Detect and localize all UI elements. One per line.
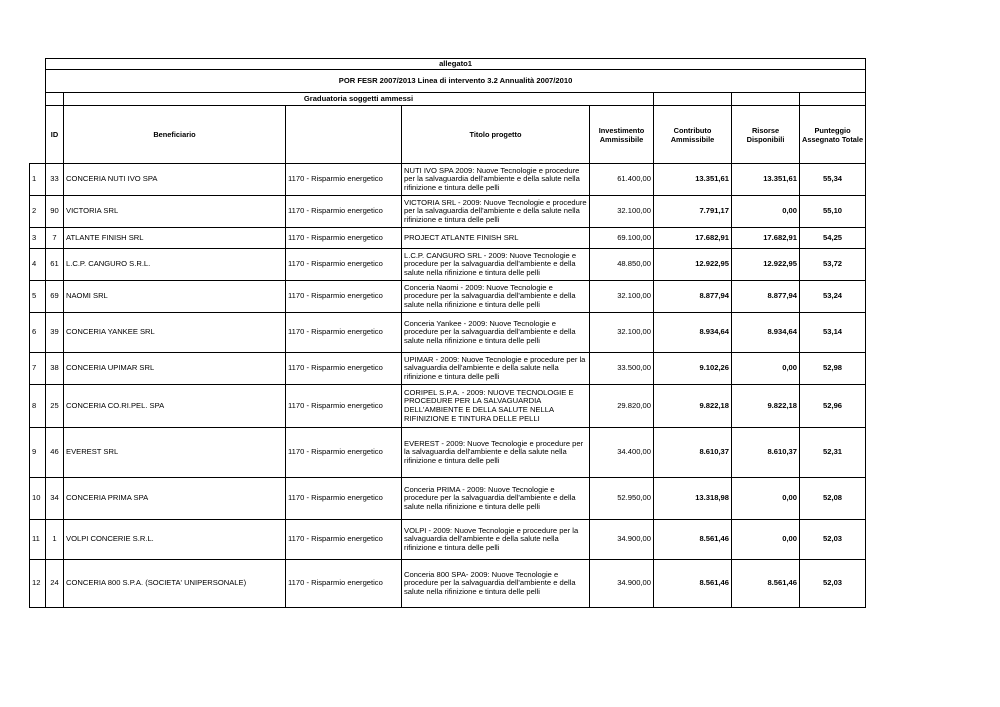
- contribution-amount: 8.561,46: [654, 560, 732, 608]
- table-row: [30, 520, 866, 560]
- contribution-amount: 13.351,61: [654, 164, 732, 196]
- resources-available: 8.934,64: [732, 313, 800, 353]
- score-total: 55,10: [800, 196, 866, 228]
- resources-available: 0,00: [732, 196, 800, 228]
- intervention-area: 1170 - Risparmio energetico: [286, 228, 402, 249]
- intervention-area: 1170 - Risparmio energetico: [286, 478, 402, 520]
- table-row: [30, 353, 866, 385]
- intervention-area: 1170 - Risparmio energetico: [286, 249, 402, 281]
- intervention-area: 1170 - Risparmio energetico: [286, 385, 402, 428]
- row-id: 34: [46, 478, 64, 520]
- table-body: [30, 164, 866, 608]
- project-title: Conceria Yankee - 2009: Nuove Tecnologie e procedure per la salvaguardia dell'ambiente e della salute nella rifinizione e tintura delle pelli: [402, 313, 590, 353]
- row-number: 6: [30, 313, 46, 353]
- project-title: VOLPI - 2009: Nuove Tecnologie e procedure per la salvaguardia dell'ambiente e della salute nella rifinizione e tintura delle pelli: [402, 520, 590, 560]
- project-title: Conceria PRIMA - 2009: Nuove Tecnologie e procedure per la salvaguardia dell'ambiente e della salute nella rifinizione e tintura delle pelli: [402, 478, 590, 520]
- resources-available: 8.561,46: [732, 560, 800, 608]
- investment-amount: 61.400,00: [590, 164, 654, 196]
- table-row: [30, 249, 866, 281]
- beneficiary-name: VICTORIA SRL: [64, 196, 286, 228]
- row-id: 1: [46, 520, 64, 560]
- col-id-header: ID: [46, 106, 64, 164]
- beneficiary-name: L.C.P. CANGURO S.R.L.: [64, 249, 286, 281]
- project-title: Conceria 800 SPA- 2009: Nuove Tecnologie e procedure per la salvaguardia dell'ambiente e della salute nella rifinizione e tintura delle pelli: [402, 560, 590, 608]
- contribution-amount: 13.318,98: [654, 478, 732, 520]
- table-row: [30, 281, 866, 313]
- row-id: 46: [46, 428, 64, 478]
- beneficiary-name: CONCERIA YANKEE SRL: [64, 313, 286, 353]
- col-beneficiary-header: Beneficiario: [64, 106, 286, 164]
- resources-available: 0,00: [732, 478, 800, 520]
- row-number: 5: [30, 281, 46, 313]
- contribution-amount: 17.682,91: [654, 228, 732, 249]
- attachment-label: allegato1: [46, 59, 866, 70]
- investment-amount: 34.900,00: [590, 520, 654, 560]
- table-row: [30, 228, 866, 249]
- table-row: [30, 164, 866, 196]
- score-total: 52,96: [800, 385, 866, 428]
- beneficiary-name: CONCERIA 800 S.P.A. (SOCIETA' UNIPERSONALE): [64, 560, 286, 608]
- intervention-area: 1170 - Risparmio energetico: [286, 428, 402, 478]
- contribution-amount: 9.822,18: [654, 385, 732, 428]
- row-id: 7: [46, 228, 64, 249]
- row-number: 2: [30, 196, 46, 228]
- investment-amount: 29.820,00: [590, 385, 654, 428]
- project-title: CORIPEL S.P.A. - 2009: NUOVE TECNOLOGIE E PROCEDURE PER LA SALVAGUARDIA DELL'AMBIENTE E DELLA SALUTE NELLA RIFINIZIONE E TINTURA DELLE PELLI: [402, 385, 590, 428]
- row-id: 38: [46, 353, 64, 385]
- beneficiary-name: CONCERIA NUTI IVO SPA: [64, 164, 286, 196]
- project-title: NUTI IVO SPA 2009: Nuove Tecnologie e procedure per la salvaguardia dell'ambiente e della salute nella rifinizione e tintura delle pelli: [402, 164, 590, 196]
- table-row: [30, 560, 866, 608]
- beneficiary-name: VOLPI CONCERIE S.R.L.: [64, 520, 286, 560]
- contribution-amount: 8.934,64: [654, 313, 732, 353]
- project-title: UPIMAR - 2009: Nuove Tecnologie e procedure per la salvaguardia dell'ambiente e della salute nella rifinizione e tintura delle pelli: [402, 353, 590, 385]
- row-number: 12: [30, 560, 46, 608]
- row-id: 25: [46, 385, 64, 428]
- score-total: 52,98: [800, 353, 866, 385]
- contribution-amount: 8.561,46: [654, 520, 732, 560]
- resources-available: 13.351,61: [732, 164, 800, 196]
- score-total: 52,08: [800, 478, 866, 520]
- resources-available: 0,00: [732, 353, 800, 385]
- investment-amount: 69.100,00: [590, 228, 654, 249]
- resources-available: 12.922,95: [732, 249, 800, 281]
- project-title: Conceria Naomi - 2009: Nuove Tecnologie e procedure per la salvaguardia dell'ambiente e della salute nella rifinizione e tintura delle pelli: [402, 281, 590, 313]
- row-number: 9: [30, 428, 46, 478]
- investment-amount: 33.500,00: [590, 353, 654, 385]
- score-total: 55,34: [800, 164, 866, 196]
- investment-amount: 34.400,00: [590, 428, 654, 478]
- intervention-area: 1170 - Risparmio energetico: [286, 196, 402, 228]
- score-total: 52,03: [800, 560, 866, 608]
- table-row: [30, 428, 866, 478]
- beneficiary-name: CONCERIA PRIMA SPA: [64, 478, 286, 520]
- contribution-amount: 7.791,17: [654, 196, 732, 228]
- contribution-amount: 9.102,26: [654, 353, 732, 385]
- score-total: 53,72: [800, 249, 866, 281]
- table-row: [30, 196, 866, 228]
- row-number: 8: [30, 385, 46, 428]
- investment-amount: 52.950,00: [590, 478, 654, 520]
- row-id: 33: [46, 164, 64, 196]
- table-row: [30, 478, 866, 520]
- investment-amount: 32.100,00: [590, 281, 654, 313]
- resources-available: 8.610,37: [732, 428, 800, 478]
- contribution-amount: 12.922,95: [654, 249, 732, 281]
- investment-amount: 32.100,00: [590, 313, 654, 353]
- score-total: 52,31: [800, 428, 866, 478]
- table-subtitle: Graduatoria soggetti ammessi: [64, 93, 654, 106]
- project-title: PROJECT ATLANTE FINISH SRL: [402, 228, 590, 249]
- row-number: 7: [30, 353, 46, 385]
- intervention-area: 1170 - Risparmio energetico: [286, 281, 402, 313]
- row-id: 24: [46, 560, 64, 608]
- program-title: POR FESR 2007/2013 Linea di intervento 3.2 Annualità 2007/2010: [46, 70, 866, 93]
- ranking-table: [29, 58, 866, 608]
- intervention-area: 1170 - Risparmio energetico: [286, 353, 402, 385]
- row-number: 10: [30, 478, 46, 520]
- investment-amount: 48.850,00: [590, 249, 654, 281]
- beneficiary-name: CONCERIA UPIMAR SRL: [64, 353, 286, 385]
- intervention-area: 1170 - Risparmio energetico: [286, 520, 402, 560]
- col-resources-header: Risorse Disponibili: [732, 106, 800, 164]
- resources-available: 0,00: [732, 520, 800, 560]
- resources-available: 17.682,91: [732, 228, 800, 249]
- row-id: 90: [46, 196, 64, 228]
- project-title: EVEREST - 2009: Nuove Tecnologie e procedure per la salvaguardia dell'ambiente e della salute nella rifinizione e tintura delle pelli: [402, 428, 590, 478]
- project-title: L.C.P. CANGURO SRL - 2009: Nuove Tecnologie e procedure per la salvaguardia dell'ambiente e della salute nella rifinizione e tintura delle pelli: [402, 249, 590, 281]
- col-investment-header: Investimento Ammissibile: [590, 106, 654, 164]
- contribution-amount: 8.877,94: [654, 281, 732, 313]
- table-row: [30, 385, 866, 428]
- score-total: 53,14: [800, 313, 866, 353]
- row-id: 39: [46, 313, 64, 353]
- investment-amount: 32.100,00: [590, 196, 654, 228]
- beneficiary-name: NAOMI SRL: [64, 281, 286, 313]
- row-number: 3: [30, 228, 46, 249]
- row-id: 61: [46, 249, 64, 281]
- project-title: VICTORIA SRL - 2009: Nuove Tecnologie e procedure per la salvaguardia dell'ambiente e della salute nella rifinizione e tintura delle pelli: [402, 196, 590, 228]
- resources-available: 8.877,94: [732, 281, 800, 313]
- col-project-header: Titolo progetto: [402, 106, 590, 164]
- score-total: 54,25: [800, 228, 866, 249]
- intervention-area: 1170 - Risparmio energetico: [286, 313, 402, 353]
- contribution-amount: 8.610,37: [654, 428, 732, 478]
- row-id: 69: [46, 281, 64, 313]
- col-contribution-header: Contributo Ammissibile: [654, 106, 732, 164]
- beneficiary-name: EVEREST SRL: [64, 428, 286, 478]
- resources-available: 9.822,18: [732, 385, 800, 428]
- intervention-area: 1170 - Risparmio energetico: [286, 560, 402, 608]
- table-row: [30, 313, 866, 353]
- beneficiary-name: ATLANTE FINISH SRL: [64, 228, 286, 249]
- row-number: 4: [30, 249, 46, 281]
- row-number: 11: [30, 520, 46, 560]
- score-total: 53,24: [800, 281, 866, 313]
- beneficiary-name: CONCERIA CO.RI.PEL. SPA: [64, 385, 286, 428]
- row-number: 1: [30, 164, 46, 196]
- col-score-header: Punteggio Assegnato Totale: [800, 106, 866, 164]
- intervention-area: 1170 - Risparmio energetico: [286, 164, 402, 196]
- investment-amount: 34.900,00: [590, 560, 654, 608]
- score-total: 52,03: [800, 520, 866, 560]
